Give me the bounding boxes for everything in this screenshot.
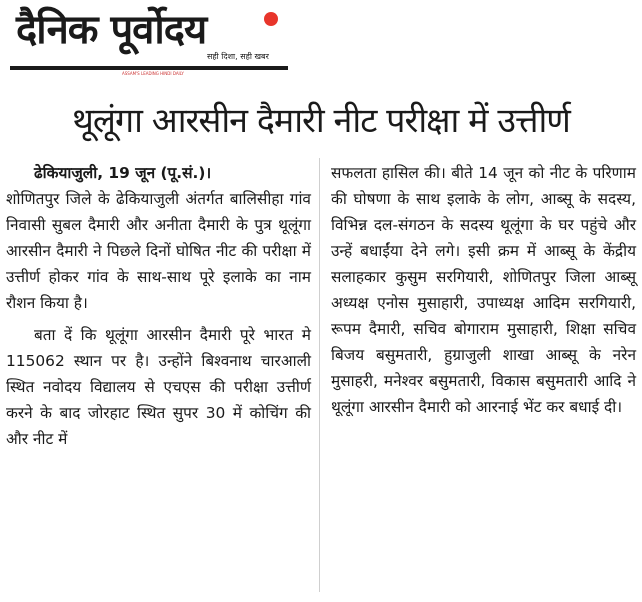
column-divider [319, 158, 320, 592]
article-column-left [6, 160, 311, 452]
masthead [10, 4, 290, 74]
masthead-rule [10, 66, 288, 70]
article-paragraph-3: सफलता हासिल की। बीते 14 जून को नीट के परिणाम की घोषणा के साथ इलाके के लोग, आब्सू के सदस्य, विभिन्न दल-संगठन के सदस्य थूलूंगा के घर पहुंचे और उन्हें बधाईंया देने लगे। इसी क्रम में आब्सू के केंद्रीय सलाहकार कुसुम सरगियारी, शोणितपुर जिला आब्सू अध्यक्ष एनोस मुसाहारी, उपाध्यक्ष आदिम सरगियारी, रूपम दैमारी, सचिव बोगाराम मुसाहारी, शिक्षा सचिव बिजय बसुमतारी, हुग्राजुली शाखा आब्सू के नरेन मुसाहरी, मनेश्वर बसुमतारी, विकास बसुमतारी आदि ने थूलूंगा आरसीन दैमारी को आरनाई भेंट कर बधाई दी। [331, 164, 636, 416]
article-paragraph-2: बता दें कि थूलूंगा आरसीन दैमारी पूरे भारत मे 115062 स्थान पर है। उन्होंने बिश्वनाथ चारआली स्थित नवोदय विद्यालय से एचएस की परीक्षा उत्तीर्ण करने के बाद जोरहाट स्थित सुपर 30 में कोचिंग की और नीट में [6, 326, 311, 448]
article-column-right [331, 160, 636, 420]
masthead-subtext: ASSAM'S LEADING HINDI DAILY [122, 71, 184, 76]
newspaper-logo: दैनिक पूर्वोदय [16, 7, 207, 53]
article-paragraph-1: शोणितपुर जिले के ढेकियाजुली अंतर्गत बालिसीहा गांव निवासी सुबल दैमारी और अनीता दैमारी के पुत्र थूलूंगा आरसीन दैमारी ने पिछले दिनों घोषित नीट की परीक्षा में उत्तीर्ण होकर गांव के साथ-साथ पूरे इलाके का नाम रौशन किया है। [6, 190, 311, 312]
article-headline: थूलूंगा आरसीन दैमारी नीट परीक्षा में उत्तीर्ण [72, 101, 570, 141]
logo-red-dot-icon [264, 12, 278, 26]
masthead-tagline: सही दिशा, सही खबर [207, 52, 269, 61]
article-dateline: ढेकियाजुली, 19 जून (पू.सं.)। [34, 164, 212, 182]
